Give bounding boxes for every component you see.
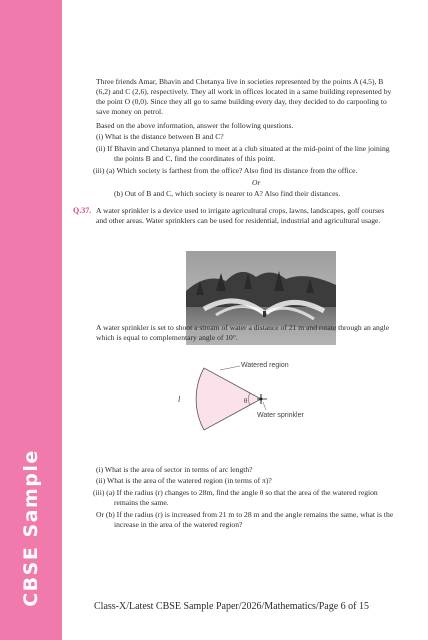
q37-part-ii: (ii) What is the area of the watered region (in terms of π)? [96, 476, 272, 485]
q37-or-line1: Or (b) If the radius (r) is increased from 21 m to 28 m and the angle remains the same, what is the [96, 510, 394, 519]
sector-diagram [176, 356, 326, 446]
q36-intro-line4: save money on petrol. [96, 107, 164, 116]
q36-intro-line1: Three friends Amar, Bhavin and Chetanya live in societies represented by the points A (4,5), B [96, 77, 384, 86]
page-footer: Class-X/Latest CBSE Sample Paper/2026/Mathematics/Page 6 of 15 [94, 601, 369, 612]
q37-part-iii-line2: remains the same. [114, 498, 169, 507]
q36-or: Or [252, 178, 261, 187]
sprinkler-icon [260, 398, 263, 401]
q36-based-on: Based on the above information, answer the following questions. [96, 121, 294, 130]
sidebar-label: CBSE Sample [20, 448, 43, 607]
q37-desc-line1: A water sprinkler is set to shoot a stream of water a distance of 21 m and rotate through an angle [96, 323, 390, 332]
q37-part-iii-line1: (iii) (a) If the radius (r) changes to 28m, find the angle θ so that the area of the watered region [93, 488, 378, 497]
q36-part-i: (i) What is the distance between B and C? [96, 132, 224, 141]
sprinkler-leader-line [263, 402, 266, 410]
arc-length-label: l [178, 395, 181, 404]
water-sprinkler-label: Water sprinkler [257, 412, 304, 419]
q37-intro-line2: and other areas. Water sprinklers can be used for residential, industrial and agricultural usage. [96, 216, 381, 225]
q37-desc-line2: which is equal to complementary angle of 10°. [96, 333, 238, 342]
q36-intro-line3: the point O (0,0). Since they all go to same building every day, they decided to do carpooling to [96, 97, 387, 106]
q36-part-iii: (iii) (a) Which society is farthest from the office? Also find its distance from the office. [93, 166, 358, 175]
theta-label: θ [244, 397, 248, 405]
q36-part-ii-line2: the points B and C, find the coordinates of this point. [114, 154, 276, 163]
q37-intro-line1: A water sprinkler is a device used to irrigate agricultural crops, lawns, landscapes, golf courses [96, 206, 385, 215]
q36-intro-line2: (6,2) and C (2,6), respectively. They all work in offices located in a same building represented by [96, 87, 392, 96]
watered-sector [196, 368, 261, 430]
watered-leader-line [220, 366, 240, 370]
q37-part-i: (i) What is the area of sector in terms of arc length? [96, 465, 253, 474]
watered-region-label: Watered region [241, 362, 289, 369]
q36-part-b: (b) Out of B and C, which society is nearer to A? Also find their distances. [114, 189, 341, 198]
q36-part-ii-line1: (ii) If Bhavin and Chetanya planned to meet at a club situated at the mid-point of the line joining [96, 144, 390, 153]
q37-number: Q.37. [73, 206, 92, 215]
q37-or-line2: increase in the area of the watered region? [114, 520, 243, 529]
